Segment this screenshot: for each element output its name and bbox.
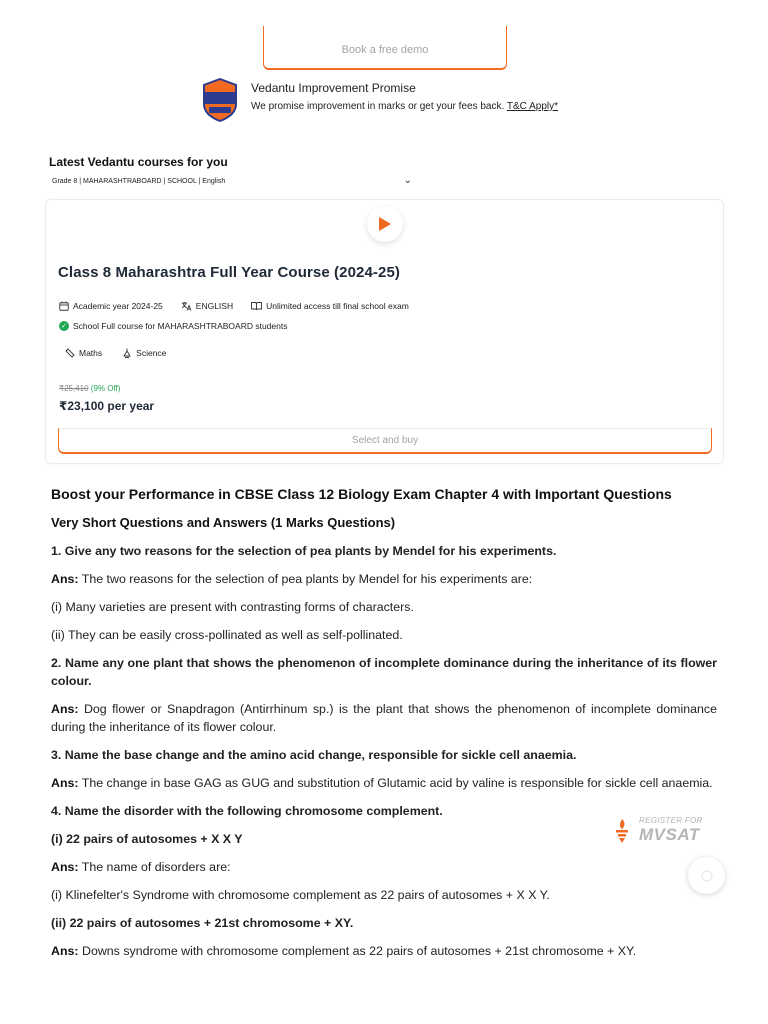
ans-label: Ans: [51, 776, 79, 790]
flask-icon [122, 348, 132, 358]
book-demo-button[interactable]: Book a free demo [263, 26, 507, 70]
answer-4-part-1-text: The name of disorders are: [81, 860, 231, 874]
floating-chat-button[interactable] [688, 857, 725, 894]
question-1: 1. Give any two reasons for the selection of pea plants by Mendel for his experiments. [51, 544, 557, 558]
ruler-pencil-icon [65, 348, 75, 358]
course-access [251, 301, 409, 311]
translate-icon [181, 301, 192, 311]
answer-4-part-1 [51, 858, 717, 876]
section-heading: Very Short Questions and Answers (1 Marks Questions) [51, 515, 396, 530]
improvement-promise [201, 78, 558, 122]
old-price: ₹25,410 [59, 384, 89, 393]
subject-maths [65, 348, 102, 358]
mvsat-title: MVSAT [639, 825, 700, 844]
answer-4-part-2 [51, 942, 717, 960]
question-4: 4. Name the disorder with the following chromosome complement. [51, 804, 443, 818]
price-original [59, 384, 120, 393]
answer-1-text: The two reasons for the selection of pea plants by Mendel for his experiments are: [81, 572, 533, 586]
academic-year-text: Academic year 2024-25 [73, 301, 163, 311]
course-card[interactable] [45, 199, 724, 464]
answer-2-text: Dog flower or Snapdragon (Antirrhinum sp.) is the plant that shows the phenomenon of incomplete dominance during the inheritance of its flower colour. [51, 702, 717, 734]
mvsat-register-label: REGISTER FOR [639, 816, 703, 825]
promise-title: Vedantu Improvement Promise [251, 81, 416, 95]
ans-label: Ans: [51, 944, 79, 958]
chevron-down-icon: ⌄ [403, 174, 412, 186]
torch-icon [613, 818, 631, 844]
course-meta [59, 301, 427, 311]
eligibility-text: School Full course for MAHARASHTRABOARD students [73, 321, 288, 331]
access-text: Unlimited access till final school exam [266, 301, 409, 311]
academic-year [59, 301, 163, 311]
course-filter-value: Grade 8 | MAHARASHTRABOARD | SCHOOL | English [52, 177, 226, 185]
vip-promise-badge-icon [201, 78, 239, 122]
answer-2 [51, 700, 717, 736]
subject-label: Science [136, 348, 167, 358]
check-circle-icon: ✓ [59, 321, 69, 331]
calendar-icon [59, 301, 69, 311]
play-icon [378, 216, 392, 232]
answer-4-part-1-detail: (i) Klinefelter's Syndrome with chromosome complement as 22 pairs of autosomes + X X Y. [51, 888, 550, 902]
promise-desc-text: We promise improvement in marks or get your fees back. [251, 101, 505, 112]
course-title: Class 8 Maharashtra Full Year Course (2024-25) [58, 264, 400, 281]
article-content [51, 486, 717, 970]
question-4-part-1: (i) 22 pairs of autosomes + X X Y [51, 832, 243, 846]
latest-courses-heading: Latest Vedantu courses for you [49, 155, 228, 169]
discount-badge: (9% Off) [90, 384, 121, 393]
course-eligibility [59, 321, 287, 331]
answer-3 [51, 774, 717, 792]
question-3: 3. Name the base change and the amino acid change, responsible for sickle cell anaemia. [51, 748, 577, 762]
register-mvsat-banner[interactable] [613, 816, 703, 845]
select-and-buy-button[interactable]: Select and buy [58, 428, 712, 454]
answer-1-point-2: (ii) They can be easily cross-pollinated as well as self-pollinated. [51, 628, 403, 642]
tc-apply-link[interactable]: T&C Apply* [506, 101, 558, 112]
question-4-part-2: (ii) 22 pairs of autosomes + 21st chromosome + XY. [51, 916, 354, 930]
answer-3-text: The change in base GAG as GUG and substitution of Glutamic acid by valine is responsible for sickle cell anaemia. [81, 776, 713, 790]
chat-icon [700, 869, 714, 883]
book-demo-container [263, 26, 507, 70]
course-price: ₹23,100 per year [59, 399, 155, 413]
subject-label: Maths [79, 348, 103, 358]
play-video-button[interactable] [367, 206, 403, 242]
ans-label: Ans: [51, 572, 79, 586]
subjects-list [65, 348, 186, 358]
book-icon [251, 301, 262, 311]
answer-1 [51, 570, 717, 588]
article-heading: Boost your Performance in CBSE Class 12 Biology Exam Chapter 4 with Important Questions [51, 486, 672, 502]
language-text: ENGLISH [195, 301, 234, 311]
subject-science [122, 348, 166, 358]
answer-1-point-1: (i) Many varieties are present with contrasting forms of characters. [51, 600, 414, 614]
course-filter-dropdown[interactable] [52, 175, 412, 187]
question-2: 2. Name any one plant that shows the phenomenon of incomplete dominance during the inheritance of its flower colour. [51, 656, 717, 688]
ans-label: Ans: [51, 702, 79, 716]
promise-description [251, 101, 558, 112]
ans-label: Ans: [51, 860, 79, 874]
course-language [181, 301, 233, 311]
answer-4-part-2-text: Downs syndrome with chromosome complement as 22 pairs of autosomes + 21st chromosome + XY. [82, 944, 637, 958]
